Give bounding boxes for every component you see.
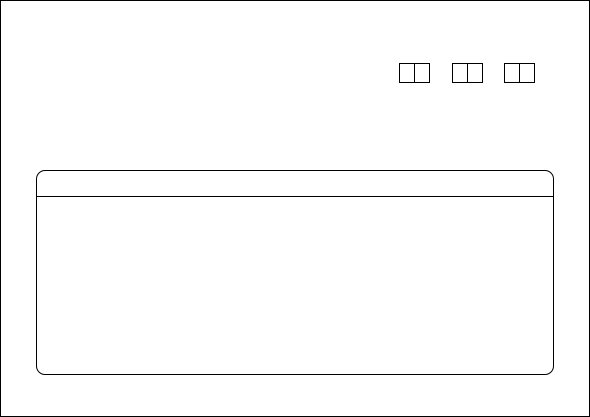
- month-digit-box[interactable]: [452, 63, 468, 83]
- year-digit-box[interactable]: [414, 63, 430, 83]
- answer-sheet: [36, 170, 554, 375]
- year-digit-box[interactable]: [399, 63, 415, 83]
- day-digit-box[interactable]: [519, 63, 535, 83]
- month-digit-box[interactable]: [467, 63, 483, 83]
- year-boxes[interactable]: [399, 63, 430, 83]
- day-boxes[interactable]: [504, 63, 535, 83]
- answer-sheet-header-divider: [36, 196, 554, 197]
- day-digit-box[interactable]: [504, 63, 520, 83]
- month-boxes[interactable]: [452, 63, 483, 83]
